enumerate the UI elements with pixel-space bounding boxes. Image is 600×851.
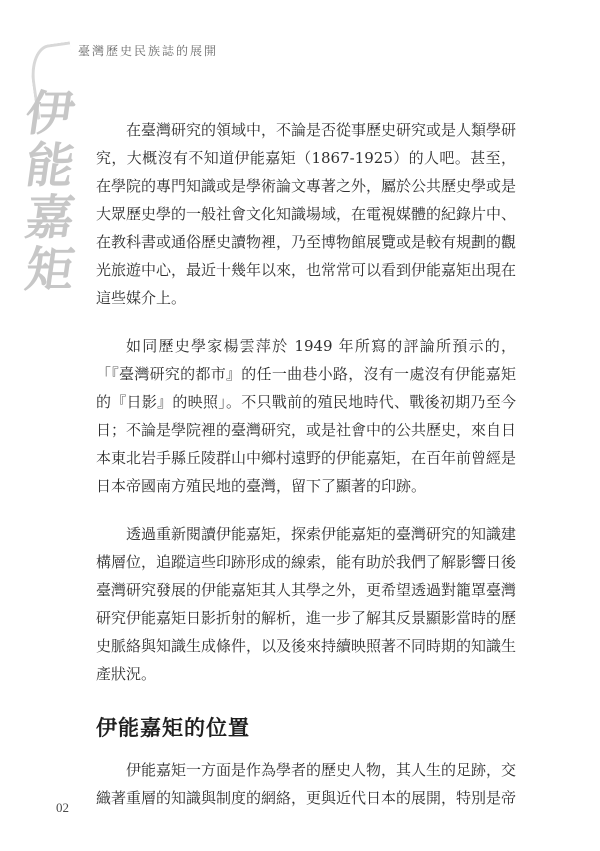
calligraphy-char: 嘉: [22, 190, 78, 246]
calligraphy-char: 伊: [22, 86, 78, 142]
body-paragraph: 透過重新閱讀伊能嘉矩，探索伊能嘉矩的臺灣研究的知識建構層位，追蹤這些印跡形成的線索，能有助於我們了解影響日後臺灣研究發展的伊能嘉矩其人其學之外，更希望透過對籠罩臺灣研究伊能嘉矩日影折射的解析，進一步了解其反景顯影當時的歷史脈絡與知識生成條件，以及後來持續映照著不同時期的知識生產狀況。: [96, 525, 517, 683]
running-header: 臺灣歷史民族誌的展開: [78, 44, 219, 58]
main-content: [96, 116, 516, 832]
decorative-title-calligraphy: [22, 32, 84, 302]
body-paragraph: 在臺灣研究的領域中，不論是否從事歷史研究或是人類學研究，大概沒有不知道伊能嘉矩（1867-1925）的人吧。甚至，在學院的專門知識或是學術論文專著之外，屬於公共歷史學或是大眾歷史學的一般社會文化知識場域，在電視媒體的紀錄片中、在教科書或通俗歷史讀物裡，乃至博物館展覽或是較有規劃的觀光旅遊中心，最近十幾年以來，也常常可以看到伊能嘉矩出現在這些媒介上。: [96, 121, 517, 307]
calligraphy-char: 矩: [22, 242, 78, 298]
page-number: 02: [56, 800, 69, 815]
body-paragraph: 伊能嘉矩一方面是作為學者的歷史人物，其人生的足跡，交織著重層的知識與制度的網絡，更與近代日本的展開，特別是帝: [96, 761, 517, 807]
section-heading: 伊能嘉矩的位置: [96, 716, 250, 740]
calligraphy-char: 能: [22, 138, 78, 194]
body-paragraph: 如同歷史學家楊雲萍於 1949 年所寫的評論所預示的，「『臺灣研究的都市』的任一曲巷小路，沒有一處沒有伊能嘉矩的『日影』的映照」。不只戰前的殖民地時代、戰後初期乃至今日；不論是學院裡的臺灣研究，或是社會中的公共歷史，來自日本東北岩手縣丘陵群山中鄉村遠野的伊能嘉矩，在百年前曾經是日本帝國南方殖民地的臺灣，留下了顯著的印跡。: [96, 337, 517, 495]
calligraphy-characters: [22, 86, 78, 298]
